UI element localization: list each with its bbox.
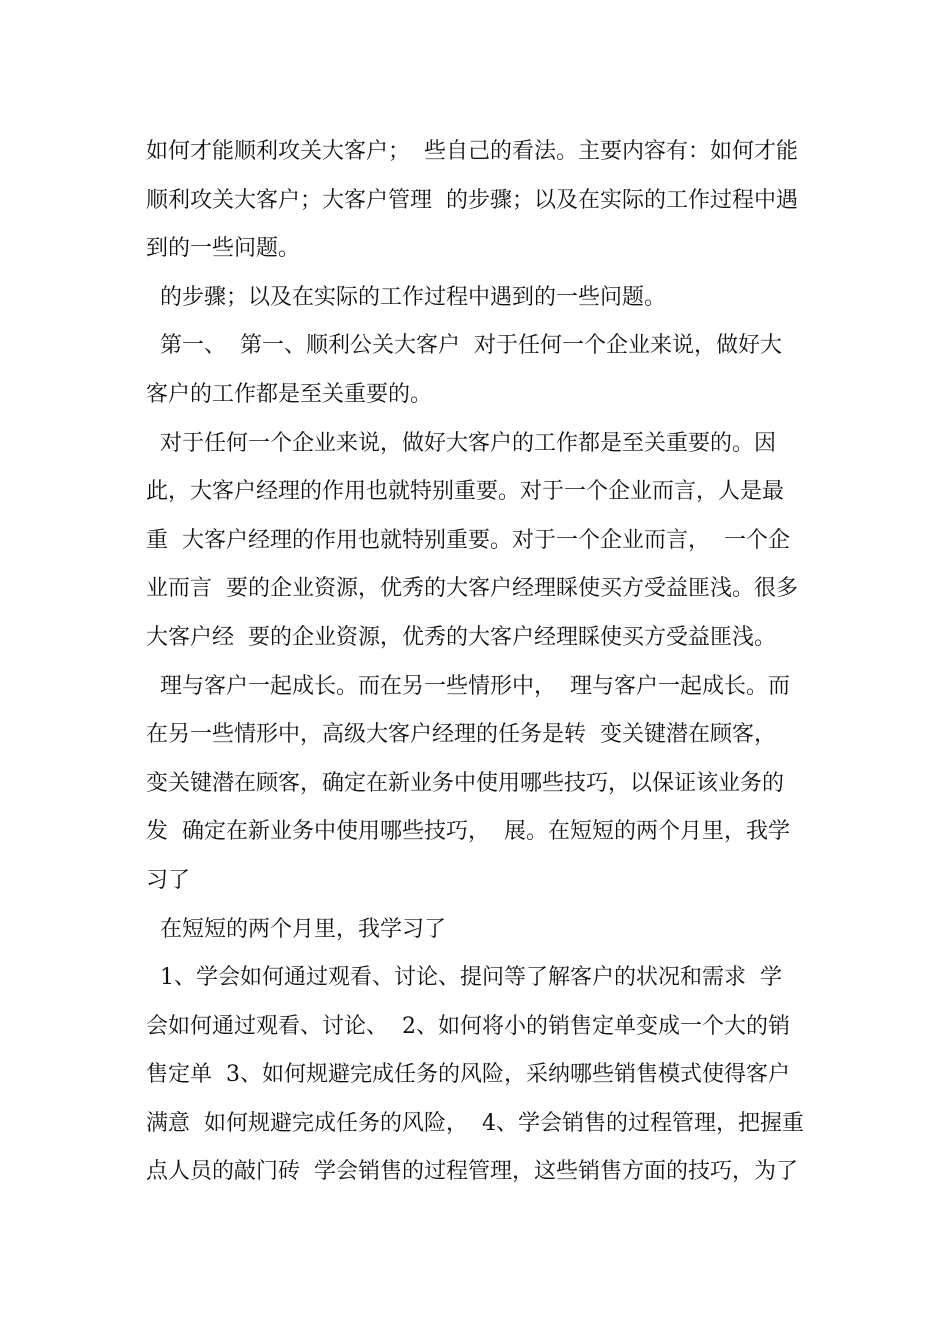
text-line: 客户的工作都是至关重要的。	[146, 381, 433, 407]
text-line: 的步骤；以及在实际的工作过程中遇到的一些问题。	[146, 284, 666, 310]
text-line: 理与客户一起成长。而在另一些情形中， 理与客户一起成长。而	[146, 673, 790, 699]
text-line: 顺利攻关大客户；大客户管理 的步骤；以及在实际的工作过程中遇	[146, 187, 798, 213]
text-line: 习了	[146, 867, 191, 893]
text-line: 大客户经 要的企业资源，优秀的大客户经理睬使买方受益匪浅。	[146, 624, 776, 650]
text-line: 对于任何一个企业来说，做好大客户的工作都是至关重要的。因	[146, 430, 776, 456]
text-line: 到的一些问题。	[146, 236, 301, 262]
text-line: 满意 如何规避完成任务的风险， 4、学会销售的过程管理，把握重	[146, 1110, 804, 1136]
text-line: 1、学会如何通过观看、讨论、提问等了解客户的状况和需求 学	[146, 965, 782, 991]
text-line: 发 确定在新业务中使用哪些技巧， 展。在短短的两个月里，我学	[146, 819, 790, 845]
text-line: 售定单 3、如何规避完成任务的风险，采纳哪些销售模式使得客户	[146, 1062, 790, 1088]
body-text	[146, 128, 808, 1197]
text-line: 变关键潜在顾客，确定在新业务中使用哪些技巧，以保证该业务的	[146, 770, 785, 796]
text-line: 如何才能顺利攻关大客户； 些自己的看法。主要内容有：如何才能	[146, 139, 798, 164]
text-line: 业而言 要的企业资源，优秀的大客户经理睬使买方受益匪浅。很多	[146, 576, 798, 602]
text-line: 在短短的两个月里，我学习了	[146, 916, 446, 942]
text-line: 点人员的敲门砖 学会销售的过程管理，这些销售方面的技巧，为了	[146, 1159, 798, 1185]
text-line: 重 大客户经理的作用也就特别重要。对于一个企业而言， 一个企	[146, 527, 790, 553]
text-line: 在另一些情形中，高级大客户经理的任务是转 变关键潜在顾客，	[146, 722, 776, 748]
text-line: 第一、 第一、顺利公关大客户 对于任何一个企业来说，做好大	[146, 333, 782, 359]
text-line: 此，大客户经理的作用也就特别重要。对于一个企业而言，人是最	[146, 479, 785, 505]
text-line: 会如何通过观看、讨论、 2、如何将小的销售定单变成一个大的销	[146, 1013, 790, 1039]
